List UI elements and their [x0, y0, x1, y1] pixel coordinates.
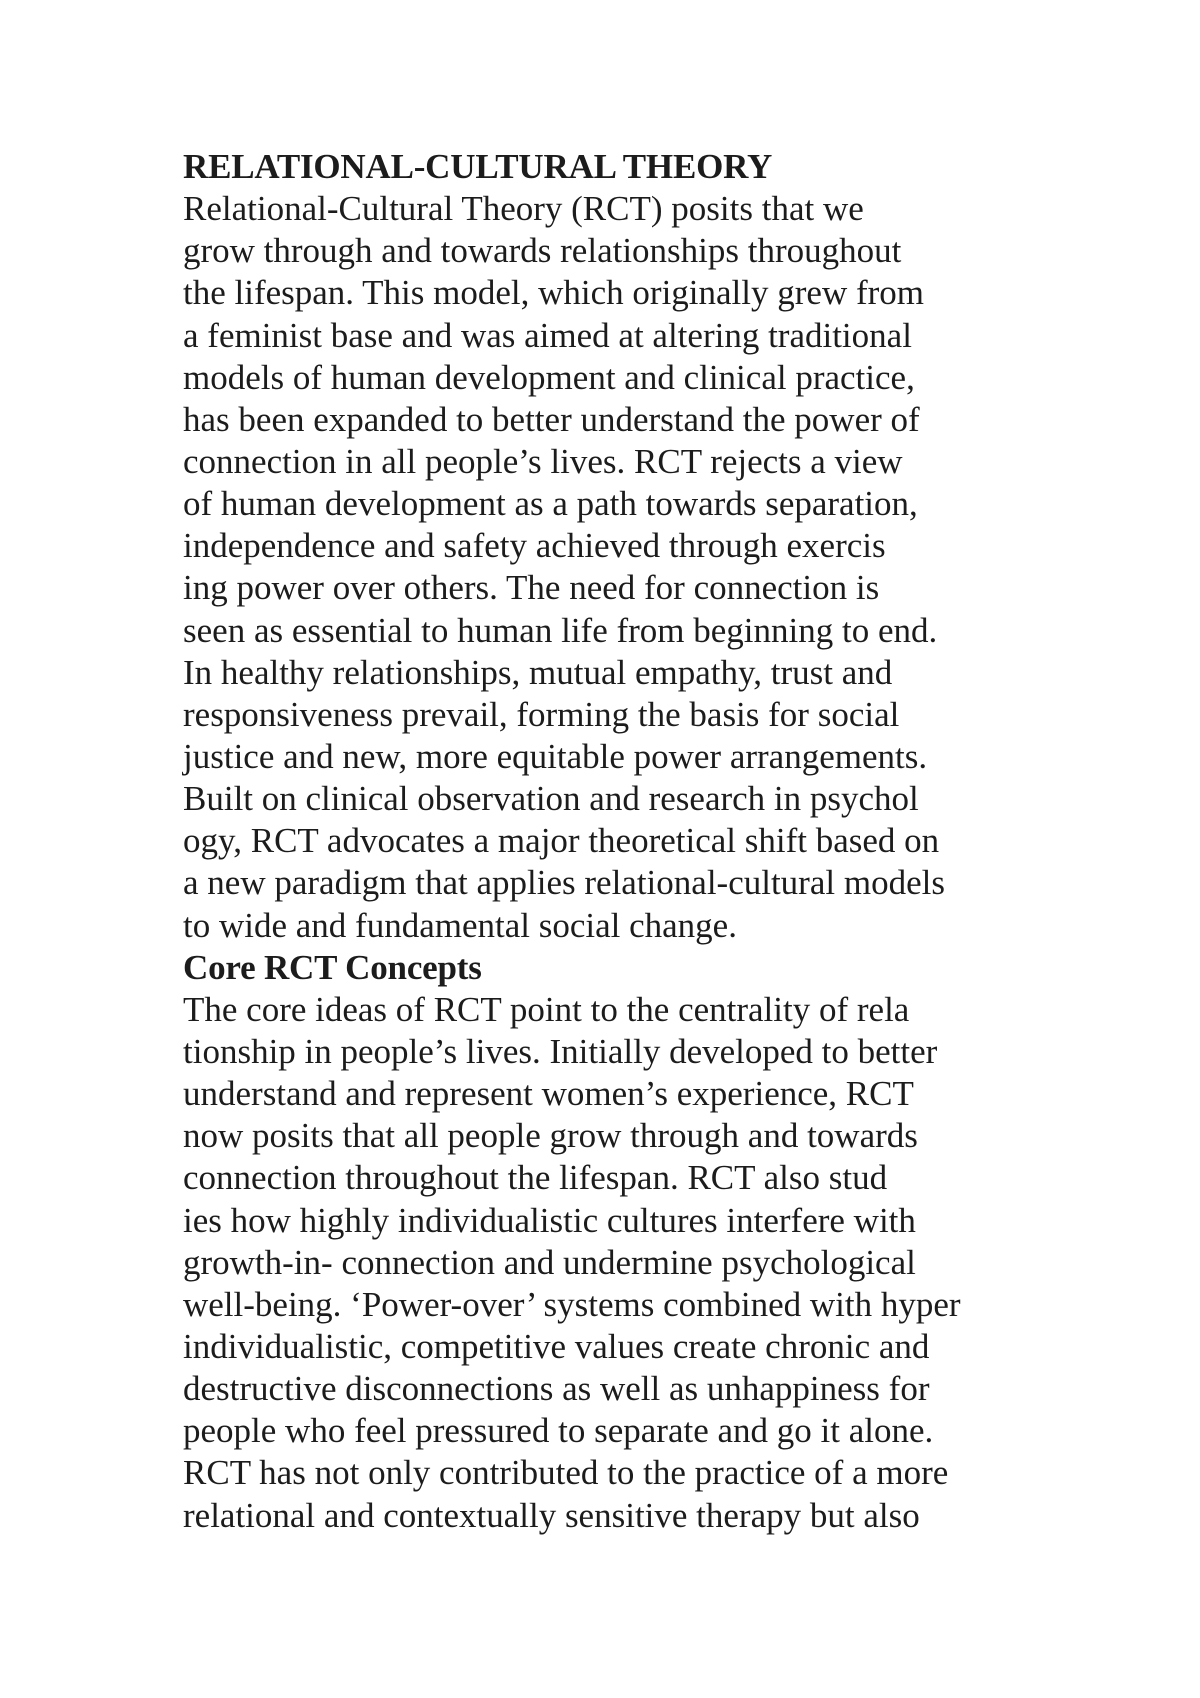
- intro-line: to wide and fundamental social change.: [183, 905, 737, 945]
- concepts-line: now posits that all people grow through and towards: [183, 1116, 918, 1156]
- intro-line: models of human development and clinical practice,: [183, 357, 915, 397]
- intro-line: independence and safety achieved through exercis: [183, 526, 886, 566]
- intro-line: connection in all people’s lives. RCT rejects a view: [183, 441, 903, 481]
- concepts-line: ies how highly individualistic cultures interfere with: [183, 1200, 916, 1240]
- intro-paragraph: [183, 188, 1083, 947]
- section-heading: Core RCT Concepts: [183, 947, 482, 987]
- intro-line: Relational-Cultural Theory (RCT) posits that we: [183, 189, 864, 229]
- concepts-line: destructive disconnections as well as unhappiness for: [183, 1369, 930, 1409]
- concepts-line: people who feel pressured to separate and go it alone.: [183, 1411, 934, 1451]
- concepts-line: well-being. ‘Power-over’ systems combined with hyper: [183, 1284, 961, 1324]
- intro-line: ogy, RCT advocates a major theoretical shift based on: [183, 821, 940, 861]
- intro-line: justice and new, more equitable power arrangements.: [183, 736, 928, 776]
- concepts-line: individualistic, competitive values create chronic and: [183, 1326, 930, 1366]
- concepts-paragraph: [183, 989, 1083, 1537]
- concepts-line: connection throughout the lifespan. RCT also stud: [183, 1158, 888, 1198]
- intro-line: of human development as a path towards separation,: [183, 484, 918, 524]
- concepts-line: RCT has not only contributed to the practice of a more: [183, 1453, 949, 1493]
- intro-line: has been expanded to better understand the power of: [183, 399, 920, 439]
- concepts-line: growth-in- connection and undermine psychological: [183, 1242, 916, 1282]
- intro-line: Built on clinical observation and research in psychol: [183, 779, 919, 819]
- intro-line: the lifespan. This model, which originally grew from: [183, 273, 924, 313]
- document-title: RELATIONAL-CULTURAL THEORY: [183, 147, 773, 186]
- intro-line: In healthy relationships, mutual empathy, trust and: [183, 652, 893, 692]
- concepts-line: relational and contextually sensitive therapy but also: [183, 1495, 920, 1535]
- concepts-line: The core ideas of RCT point to the centrality of rela: [183, 989, 910, 1029]
- intro-line: a new paradigm that applies relational-cultural models: [183, 863, 945, 903]
- intro-line: responsiveness prevail, forming the basis for social: [183, 694, 900, 734]
- document-body: [183, 146, 1083, 1537]
- concepts-line: tionship in people’s lives. Initially developed to better: [183, 1031, 938, 1071]
- concepts-line: understand and represent women’s experience, RCT: [183, 1074, 914, 1114]
- intro-line: seen as essential to human life from beginning to end.: [183, 610, 938, 650]
- intro-line: ing power over others. The need for connection is: [183, 568, 880, 608]
- intro-line: grow through and towards relationships throughout: [183, 231, 902, 271]
- intro-line: a feminist base and was aimed at altering traditional: [183, 315, 912, 355]
